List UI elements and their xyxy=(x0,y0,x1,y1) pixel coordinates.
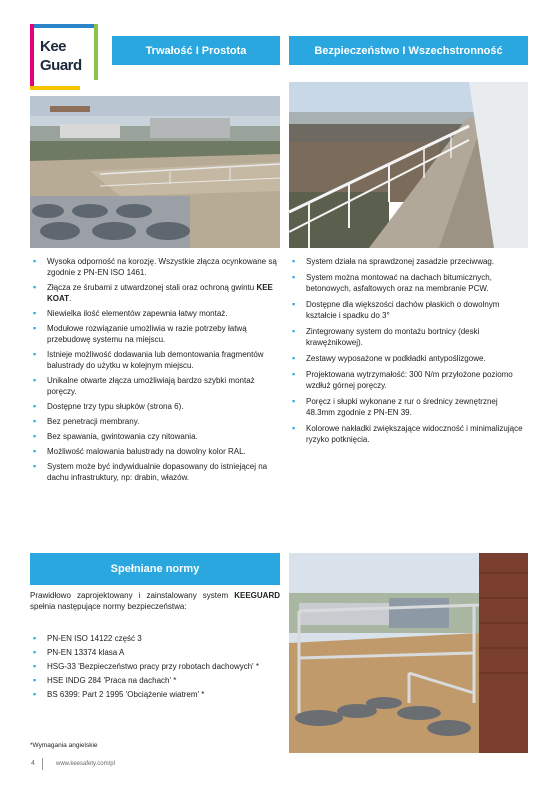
list-item: ▪ System działa na sprawdzonej zasadzie przeciwwag. xyxy=(289,256,528,267)
list-item: ▪ Bez penetracji membrany. xyxy=(30,416,282,427)
logo-frame-left xyxy=(30,24,34,90)
list-item: ▪ Bez spawania, gwintowania czy nitowania. xyxy=(30,431,282,442)
logo-frame-bottom xyxy=(30,86,80,90)
footer-divider xyxy=(42,758,43,770)
list-item: ▪ Dostępne trzy typu słupków (strona 6). xyxy=(30,401,282,412)
list-item: ▪ Niewielka ilość elementów zapewnia łatwy montaż. xyxy=(30,308,282,319)
list-item: ▪ Złącza ze śrubami z utwardzonej stali oraz ochroną gwintu KEE KOAT. xyxy=(30,282,282,304)
list-item: ▪ Poręcz i słupki wykonane z rur o średnicy zewnętrznej 48.3mm zgodnie z PN-EN 39. xyxy=(289,396,528,418)
safety-list xyxy=(289,256,528,450)
durability-list xyxy=(30,256,282,487)
norms-intro: Prawidłowo zaprojektowany i zainstalowany system KEEGUARD spełnia następujące normy bezpieczeństwa: xyxy=(30,591,280,611)
photo-counterweight-bases xyxy=(289,553,528,753)
page-number: 4 xyxy=(31,760,35,767)
list-item: ▪ Zestawy wyposażone w podkładki antypoślizgowe. xyxy=(289,353,528,364)
list-item: ▪ Kolorowe nakładki zwiększające widoczność i minimalizujące ryzyko potknięcia. xyxy=(289,423,528,445)
header-norms: Spełniane normy xyxy=(30,553,280,585)
norms-list xyxy=(30,633,282,703)
logo-frame-right xyxy=(94,24,98,80)
list-item: ▪ Modułowe rozwiązanie umożliwia w razie potrzeby łatwą przebudowę systemu na miejscu. xyxy=(30,323,282,345)
list-item: ▪ Zintegrowany system do montażu bortnicy (deski krawężnikowej). xyxy=(289,326,528,348)
list-item: ▪ Dostępne dla większości dachów płaskich o dowolnym kształcie i spadku do 3° xyxy=(289,299,528,321)
list-item: ▪ PN-EN 13374 klasa A xyxy=(30,647,282,658)
list-item: ▪ System można montować na dachach bitumicznych, betonowych, asfaltowych oraz na membranie PCW. xyxy=(289,272,528,294)
logo-frame-top xyxy=(30,24,98,28)
header-safety: Bezpieczeństwo I Wszechstronność xyxy=(289,36,528,65)
keeguard-logo xyxy=(30,24,98,90)
list-item: ▪ Możliwość malowania balustrady na dowolny kolor RAL. xyxy=(30,446,282,457)
list-item: ▪ HSE INDG 284 'Praca na dachach' * xyxy=(30,675,282,686)
list-item: ▪ System może być indywidualnie dopasowany do istniejącej na dachu infrastruktury, np: drabin, włazów. xyxy=(30,461,282,483)
list-item: ▪ Unikalne otwarte złącza umożliwiają bardzo szybki montaż poręczy. xyxy=(30,375,282,397)
logo-word-kee: Kee xyxy=(40,38,67,55)
list-item: ▪ Projektowana wytrzymałość: 300 N/m przyłożone poziomo wzdłuż górnej poręczy. xyxy=(289,369,528,391)
photo-rooftop-railing xyxy=(289,82,528,248)
list-item: ▪ PN-EN ISO 14122 część 3 xyxy=(30,633,282,644)
list-item: ▪ Istnieje możliwość dodawania lub demontowania fragmentów balustrady do użytku w kolejnym miejscu. xyxy=(30,349,282,371)
list-item: ▪ Wysoka odporność na korozję. Wszystkie złącza ocynkowane są zgodnie z PN-EN ISO 1461. xyxy=(30,256,282,278)
header-durability: Trwałość I Prostota xyxy=(112,36,280,65)
footnote: *Wymagania angielskie xyxy=(30,742,98,749)
list-item: ▪ BS 6399: Part 2 1995 'Obciążenie wiatrem' * xyxy=(30,689,282,700)
footer-url: www.keesafety.com/pl xyxy=(56,761,115,767)
list-item: ▪ HSG-33 'Bezpieczeństwo pracy przy robotach dachowych' * xyxy=(30,661,282,672)
photo-rooftop-fans xyxy=(30,96,280,248)
logo-word-guard: Guard xyxy=(40,57,82,74)
